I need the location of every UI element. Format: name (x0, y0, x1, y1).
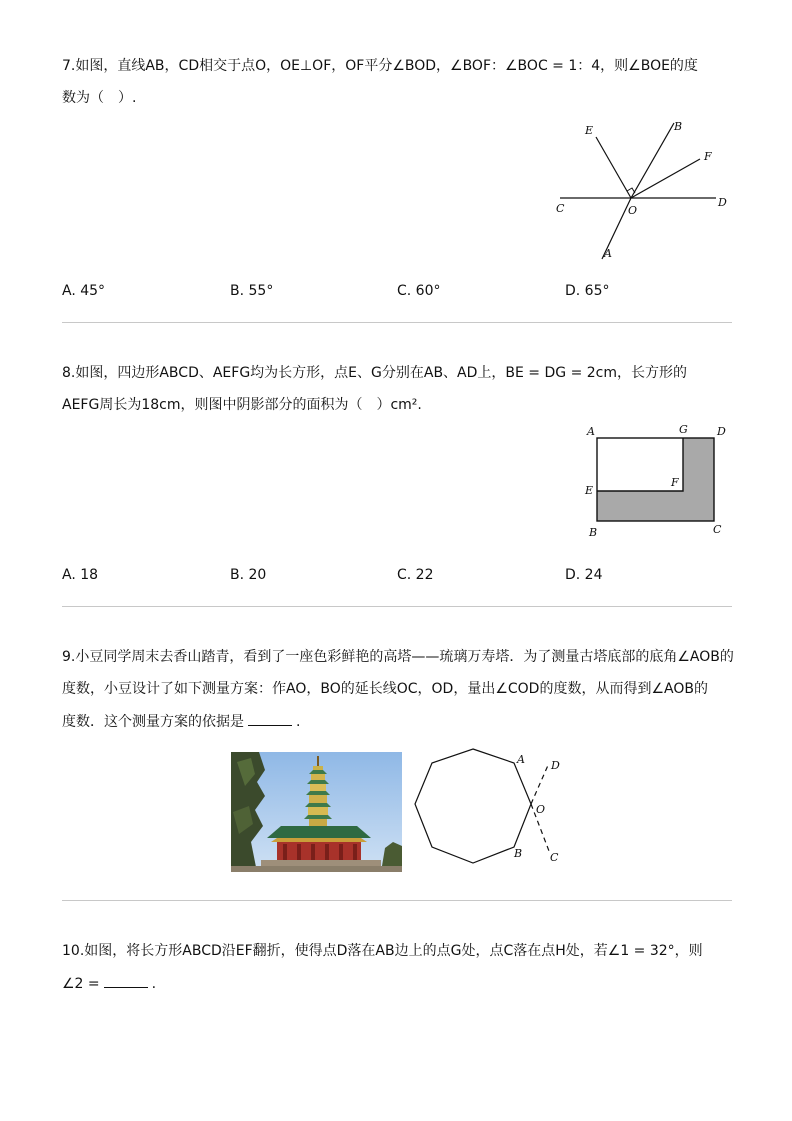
q8-label-g: G (679, 423, 688, 436)
q9-stem-line3 (62, 711, 300, 732)
separator (62, 606, 732, 607)
pagoda-photo (231, 752, 402, 872)
q8-label-f: F (671, 476, 679, 489)
q9-label-o: O (536, 803, 546, 816)
separator (62, 322, 732, 323)
q9-octagon-figure (408, 745, 573, 870)
q7-label-c: C (556, 202, 565, 215)
q9-stem-line2: 度数，小豆设计了如下测量方案：作AO，BO的延长线OC，OD，量出∠COD的度数，从而得到∠AOB的 (62, 681, 708, 697)
q7-option-c[interactable]: C. 60° (397, 283, 441, 299)
q9-label-c: C (550, 851, 559, 864)
q9-stem-suffix: . (296, 714, 301, 730)
q7-label-e: E (585, 124, 594, 137)
separator (62, 900, 732, 901)
q10-stem-suffix: . (151, 976, 157, 992)
q9-label-d: D (551, 759, 560, 772)
q9-label-a: A (517, 753, 525, 766)
q8-option-c[interactable]: C. 22 (397, 567, 434, 583)
q8-stem-line1: 8.如图，四边形ABCD、AEFG均为长方形，点E、G分别在AB、AD上，BE = DG = 2cm，长方形的 (62, 365, 687, 381)
q7-label-f: F (704, 150, 712, 163)
q8-option-a[interactable]: A. 18 (62, 567, 99, 583)
q7-option-b[interactable]: B. 55° (230, 283, 274, 299)
q7-stem-line2: 数为（ ）. (62, 90, 137, 106)
q7-label-a: A (604, 247, 612, 260)
q8-label-a: A (587, 425, 595, 438)
q9-stem-line1: 9.小豆同学周末去香山踏青，看到了一座色彩鲜艳的高塔——琉璃万寿塔．为了测量古塔底部的底角∠AOB的 (62, 649, 734, 665)
q9-stem-prefix: 度数．这个测量方案的依据是 (62, 714, 244, 730)
q7-option-d[interactable]: D. 65° (565, 283, 610, 299)
q7-label-d: D (718, 196, 727, 209)
q8-option-b[interactable]: B. 20 (230, 567, 267, 583)
q10-stem-line2 (62, 973, 156, 994)
q8-label-b: B (589, 526, 598, 539)
q10-stem-prefix: ∠2 = (62, 976, 100, 992)
q7-label-o: O (628, 204, 638, 217)
q8-label-d: D (717, 425, 726, 438)
q8-stem-line2: AEFG周长为18cm，则图中阴影部分的面积为（ ）cm². (62, 397, 422, 413)
q7-figure (548, 115, 738, 265)
q8-figure (580, 420, 730, 545)
q7-label-b: B (674, 120, 683, 133)
q7-stem-line1: 7.如图，直线AB，CD相交于点O，OE⊥OF，OF平分∠BOD，∠BOF：∠BOC = 1：4，则∠BOE的度 (62, 58, 698, 74)
q9-label-b: B (514, 847, 523, 860)
answer-blank[interactable] (248, 711, 292, 726)
q7-option-a[interactable]: A. 45° (62, 283, 106, 299)
q8-option-d[interactable]: D. 24 (565, 567, 603, 583)
q10-stem-line1: 10.如图，将长方形ABCD沿EF翻折，使得点D落在AB边上的点G处，点C落在点H处，若∠1 = 32°，则 (62, 943, 703, 959)
q8-label-e: E (585, 484, 594, 497)
q8-label-c: C (713, 523, 722, 536)
answer-blank[interactable] (104, 973, 148, 988)
